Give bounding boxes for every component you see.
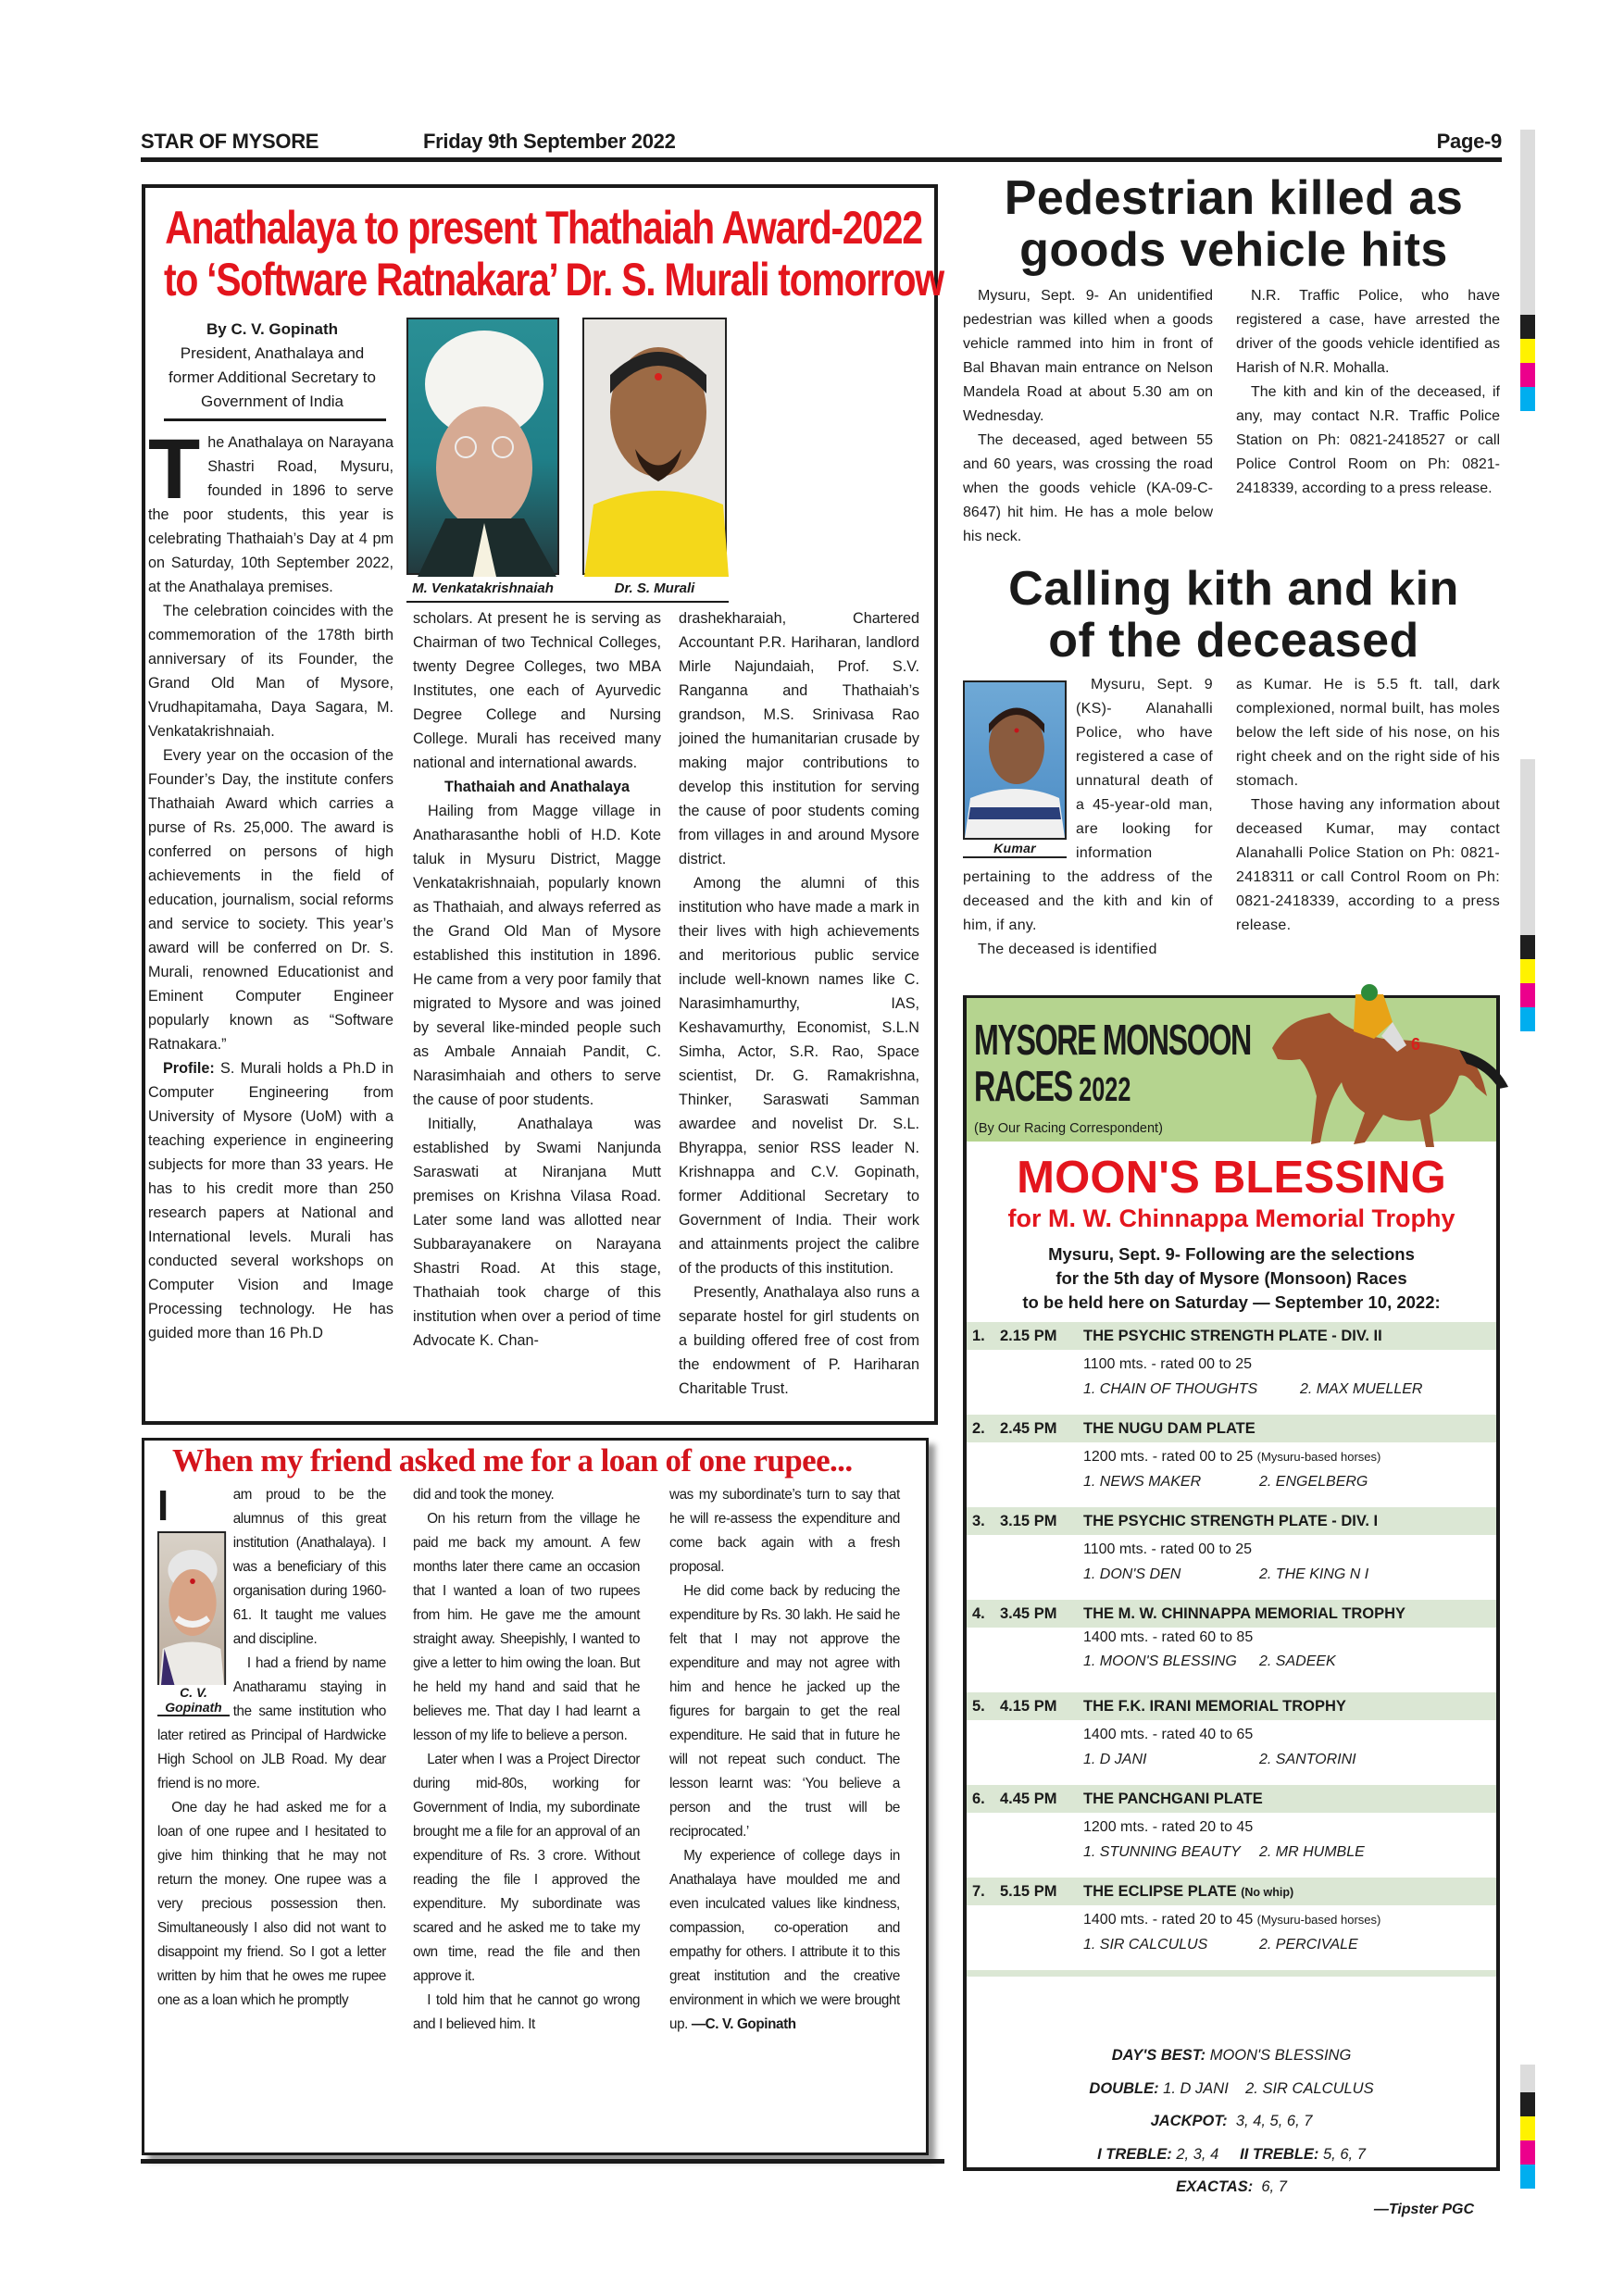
race-pick-2: 2. SANTORINI bbox=[1259, 1752, 1356, 1767]
race-header bbox=[967, 1322, 1496, 1350]
paragraph: scholars. At present he is serving as Chairman of two Technical Colleges, twenty Degree Colleges, two MBA Institutes, one each of Ayurvedic Degree College and Nursing College. Murali has received many national and international awards. bbox=[413, 610, 661, 771]
top-selection-subheadline: for M. W. Chinnappa Memorial Trophy bbox=[1007, 1204, 1455, 1232]
race-number: 7. bbox=[972, 1883, 985, 1900]
race-distance: 1400 mts. - rated 40 to 65 bbox=[1083, 1727, 1254, 1742]
tip-label: DAY'S BEST: bbox=[1111, 2047, 1206, 2064]
race-time: 4.45 PM bbox=[1000, 1791, 1057, 1807]
byline-rule bbox=[164, 418, 386, 421]
paragraph: The deceased, aged between 55 and 60 years, was crossing the road when the goods vehicle (KA-09-C-8647) hit him. He has a mole below his neck. bbox=[963, 432, 1213, 544]
section-bottom-rule bbox=[141, 2159, 944, 2164]
paragraph: Mysuru, Sept. 9 (KS)- Alanahalli Police, who have registered a case of unnatural death of a 45-year-old man, are looking for information pertaining to the address of the deceased and the kith and kin of him, if any. bbox=[963, 677, 1213, 933]
race-details bbox=[967, 1350, 1496, 1415]
portrait-photo-icon bbox=[408, 319, 561, 577]
page-number: Page-9 bbox=[1436, 130, 1502, 153]
race-header bbox=[967, 1415, 1496, 1442]
race-row bbox=[967, 1785, 1496, 1878]
paragraph: Those having any information about deceased Kumar, may contact Alanahalli Police Station on Ph: 0821-2418311 or call Control Room on Ph: 0821-2418339, according to a press release. bbox=[1236, 797, 1500, 933]
racehorse-jockey-icon bbox=[1244, 994, 1508, 1152]
race-details bbox=[967, 1813, 1496, 1878]
author-photo-caption: C. V. Gopinath bbox=[157, 1685, 230, 1716]
race-number: 6. bbox=[972, 1791, 985, 1807]
lead-column-3 bbox=[679, 606, 919, 1401]
paragraph: Every year on the occasion of the Founder’s Day, the institute confers Thathaiah Award which carries a purse of Rs. 25,000. The award is conferred on persons of high achievements in the field of education, journalism, social reforms and service to society. This year’s award will be conferred on Dr. S. Murali, renowned Educationist and Eminent Computer Engineer popularly known as “Software Ratnakara.” bbox=[148, 747, 394, 1053]
paragraph: Initially, Anathalaya was established by Swami Nanjunda Saraswati at Niranjana Mutt premises on Krishna Vilasa Road. Later some land was allotted near Subbarayanakere on Narayana Shastri Road. At this stage, Thathaiah took charge of this institution when over a period of time Advocate K. Chan- bbox=[413, 1116, 661, 1349]
race-time: 2.45 PM bbox=[1000, 1420, 1057, 1437]
paragraph: The deceased is identified bbox=[978, 942, 1157, 957]
racing-title-line: RACES bbox=[974, 1062, 1072, 1110]
author-photo bbox=[157, 1531, 226, 1689]
paragraph: One day he had asked me for a loan of one rupee and I hesitated to give him thinking that he may not return the money. One rupee was a very precious possession then. Simultaneously I also did not want to disappoint my friend. So I got a letter written by him that he owes me rupee one as a loan which he promptly bbox=[157, 1800, 386, 2008]
subheading: Thathaiah and Anathalaya bbox=[444, 779, 630, 795]
race-pick-1: 1. NEWS MAKER bbox=[1083, 1474, 1202, 1490]
kumar-photo-block bbox=[963, 680, 1067, 856]
racing-correspondent: (By Our Racing Correspondent) bbox=[974, 1121, 1163, 1136]
byline-author: By C. V. Gopinath bbox=[206, 320, 338, 338]
paragraph: Hailing from Magge village in Anatharasanthe hobli of H.D. Kote taluk in Mysuru District, Magge Venkatakrishnaiah, popularly known as Thathaiah, and always referred as the Grand Old Man of Mysore established this institution in 1896. He came from a very poor family that migrated to Mysore and was joined by several like-minded people such as Ambale Annaiah Pandit, C. Narasimhaiah and others to serve the cause of poor students. bbox=[413, 803, 661, 1108]
paragraph: did and took the money. bbox=[413, 1487, 555, 1503]
lead-column-1 bbox=[148, 422, 394, 1345]
race-details bbox=[967, 1442, 1496, 1507]
race-row bbox=[967, 1507, 1496, 1600]
tip-label: EXACTAS: bbox=[1176, 2178, 1254, 2195]
drop-cap: I bbox=[157, 1481, 169, 1529]
newspaper-name: STAR OF MYSORE bbox=[141, 130, 319, 153]
lead-article bbox=[142, 184, 943, 1425]
race-pick-2: 2. MR HUMBLE bbox=[1259, 1844, 1365, 1860]
paragraph: was my subordinate’s turn to say that he will re-assess the expenditure and come back again with a fresh proposal. bbox=[669, 1487, 900, 1575]
race-distance: 1200 mts. - rated 20 to 45 bbox=[1083, 1819, 1254, 1835]
tip-double bbox=[967, 2073, 1496, 2106]
paragraph: My experience of college days in Anathalaya have moulded me and even inculcated values like kindness, compassion, co-operation and empathy for others. I attribute it to this great institution and the creative environment in which we were brought up. bbox=[669, 1848, 900, 2032]
race-name: THE F.K. IRANI MEMORIAL TROPHY bbox=[1083, 1698, 1346, 1715]
signoff: —C. V. Gopinath bbox=[691, 2016, 796, 2032]
race-name: THE NUGU DAM PLATE bbox=[1083, 1420, 1255, 1437]
tip-label: II TREBLE: bbox=[1240, 2145, 1319, 2163]
tip-label: I TREBLE: bbox=[1097, 2145, 1172, 2163]
race-pick-1: 1. D JANI bbox=[1083, 1752, 1147, 1767]
race-number: 2. bbox=[972, 1420, 985, 1437]
race-row bbox=[967, 1415, 1496, 1507]
loan-column-2 bbox=[413, 1483, 640, 2037]
paragraph: Mysuru, Sept. 9- An unidentified pedestrian was killed when a goods vehicle rammed into him in front of Bal Bhavan main entrance on Nelson Mandela Road at about 5.30 am on Wednesday. bbox=[963, 288, 1213, 424]
race-header bbox=[967, 1785, 1496, 1813]
race-distance: 1400 mts. - rated 20 to 45 bbox=[1083, 1912, 1254, 1928]
race-number: 4. bbox=[972, 1605, 985, 1622]
kith-column-1 bbox=[963, 673, 1213, 962]
race-pick-1: 1. DON'S DEN bbox=[1083, 1566, 1181, 1582]
racing-intro bbox=[967, 1242, 1496, 1315]
tip-jackpot bbox=[967, 2105, 1496, 2139]
race-time: 3.45 PM bbox=[1000, 1605, 1057, 1622]
race-header bbox=[967, 1878, 1496, 1905]
race-distance: 1100 mts. - rated 00 to 25 bbox=[1083, 1356, 1253, 1372]
race-distance: 1200 mts. - rated 00 to 25 bbox=[1083, 1449, 1254, 1465]
profile-label: Profile: bbox=[163, 1060, 215, 1077]
race-number: 3. bbox=[972, 1513, 985, 1529]
lead-column-2 bbox=[413, 606, 661, 1353]
tip-value: 6, 7 bbox=[1253, 2178, 1287, 2195]
intro-line: to be held here on Saturday — September 10, 2022: bbox=[1022, 1292, 1441, 1312]
race-time: 2.15 PM bbox=[1000, 1328, 1057, 1344]
race-number: 5. bbox=[972, 1698, 985, 1715]
race-pick-2: 2. PERCIVALE bbox=[1259, 1937, 1358, 1953]
photo-caption: Dr. S. Murali bbox=[614, 580, 695, 596]
racing-title-year: 2022 bbox=[1079, 1070, 1131, 1108]
paragraph: am proud to be the alumnus of this great institution (Anathalaya). I was a beneficiary of this organisation during 1960-61. It taught me values and discipline. bbox=[232, 1487, 386, 1647]
byline-role: former Additional Secretary to bbox=[169, 368, 376, 386]
race-details bbox=[967, 1628, 1496, 1685]
race-pick-1: 1. SIR CALCULUS bbox=[1083, 1937, 1208, 1953]
race-pick-1: 1. STUNNING BEAUTY bbox=[1083, 1844, 1241, 1860]
top-selection-headline: MOON'S BLESSING bbox=[1017, 1153, 1446, 1203]
race-details bbox=[967, 1905, 1496, 1970]
color-registration-bar-top bbox=[1520, 130, 1535, 411]
pedestrian-column-1 bbox=[963, 284, 1213, 549]
tip-days-best bbox=[967, 2040, 1496, 2073]
race-row bbox=[967, 1878, 1496, 1970]
racing-tips bbox=[967, 2040, 1496, 2204]
race-time: 5.15 PM bbox=[1000, 1883, 1057, 1900]
race-name: THE PSYCHIC STRENGTH PLATE - DIV. II bbox=[1083, 1328, 1382, 1344]
kith-headline bbox=[958, 563, 1509, 667]
race-name: THE ECLIPSE PLATE bbox=[1083, 1883, 1237, 1900]
racing-title-line: MYSORE MONSOON bbox=[974, 1016, 1251, 1064]
svg-text:6: 6 bbox=[1411, 1035, 1421, 1054]
pedestrian-headline bbox=[958, 172, 1509, 276]
race-number: 1. bbox=[972, 1328, 985, 1344]
paragraph: Among the alumni of this institution who have made a mark in their lives with high achievements and meritorious public service include well-known names like C. Narasimhamurthy, IAS, Keshavamurthy, Economist, S.L.N Simha, Actor, S.R. Rao, Space scientist, Dr. G. Ramakrishna, Thinker, Saraswati Samman awardee and novelist Dr. S.L. Bhyrappa, senior RSS leader N. Krishnappa and C.V. Gopinath, former Additional Secretary to Government of India. Their work and attainments project the calibre of the products of this institution. bbox=[679, 875, 919, 1277]
tip-label: JACKPOT: bbox=[1150, 2113, 1228, 2129]
tip-value: 1. D JANI 2. SIR CALCULUS bbox=[1158, 2079, 1374, 2097]
race-pick-2: 2. ENGELBERG bbox=[1259, 1474, 1368, 1490]
tipster-signature: —Tipster PGC bbox=[1373, 2202, 1474, 2217]
headline-line: goods vehicle hits bbox=[1019, 223, 1448, 277]
lead-headline-line1: Anathalaya to present Thathaiah Award-2022 bbox=[165, 202, 922, 254]
race-header bbox=[967, 1507, 1496, 1535]
paragraph: Presently, Anathalaya also runs a separate hostel for girl students on a building offered free of cost from the endowment of P. Hariharan Charitable Trust. bbox=[679, 1284, 919, 1397]
pedestrian-column-2 bbox=[1236, 284, 1500, 501]
racing-title bbox=[974, 1017, 1251, 1113]
author-photo-block bbox=[157, 1483, 226, 1709]
kith-column-2 bbox=[1236, 673, 1500, 938]
race-time: 3.15 PM bbox=[1000, 1513, 1057, 1529]
byline-role: President, Anathalaya and bbox=[180, 344, 365, 362]
race-details bbox=[967, 1720, 1496, 1785]
race-header bbox=[967, 1692, 1496, 1720]
paragraph: I told him that he cannot go wrong and I believed him. It bbox=[413, 1992, 641, 2032]
race-pick-1: 1. CHAIN OF THOUGHTS bbox=[1083, 1381, 1258, 1397]
race-name: THE PANCHGANI PLATE bbox=[1083, 1791, 1263, 1807]
paragraph: as Kumar. He is 5.5 ft. tall, dark complexioned, normal built, has moles below the left side of his nose, on his right cheek and on the right side of his stomach. bbox=[1236, 677, 1500, 789]
paragraph: drashekharaiah, Chartered Accountant P.R. Hariharan, landlord Mirle Najundaiah, Prof. S.V. Ranganna and Thathaiah’s grandson, M.S. Srinivasa Rao joined the humanitarian crusade by making major contributions to develop this institution for serving the cause of poor students coming from villages in and around Mysore district. bbox=[679, 610, 919, 867]
tip-value: MOON'S BLESSING bbox=[1206, 2047, 1352, 2064]
race-list bbox=[967, 1322, 1496, 1977]
paragraph: N.R. Traffic Police, who have registered a case, have arrested the driver of the goods vehicle identified as Harish of N.R. Mohalla. bbox=[1236, 288, 1500, 376]
race-row bbox=[967, 1600, 1496, 1685]
race-distance-note: (Mysuru-based horses) bbox=[1256, 1913, 1381, 1927]
kumar-photo bbox=[963, 680, 1067, 840]
intro-line: Mysuru, Sept. 9- Following are the selections bbox=[1048, 1244, 1415, 1264]
paragraph: The kith and kin of the deceased, if any, may contact N.R. Traffic Police Station on Ph: 0821-2418527 or call Police Control Room on Ph: 0821-2418339, according to a press release. bbox=[1236, 384, 1500, 496]
race-distance: 1400 mts. - rated 60 to 85 bbox=[1083, 1629, 1254, 1645]
tip-trebles bbox=[967, 2139, 1496, 2172]
race-pick-2: 2. MAX MUELLER bbox=[1300, 1381, 1423, 1397]
portrait-photo-icon bbox=[159, 1533, 224, 1687]
race-details bbox=[967, 1535, 1496, 1600]
race-header bbox=[967, 1600, 1496, 1628]
portrait-photo-murali bbox=[582, 318, 727, 575]
intro-line: for the 5th day of Mysore (Monsoon) Races bbox=[1056, 1268, 1407, 1288]
kumar-photo-caption: Kumar bbox=[963, 840, 1067, 858]
headline-line: of the deceased bbox=[1048, 614, 1419, 668]
paragraph: The celebration coincides with the commemoration of the 178th birth anniversary of its Founder, the Grand Old Man of Mysore, Vrudhapitamaha, Daya Sagara, M. Venkatakrishnaiah. bbox=[148, 603, 394, 740]
headline-line: Calling kith and kin bbox=[1008, 562, 1459, 616]
caption-rule bbox=[406, 601, 729, 603]
issue-date: Friday 9th September 2022 bbox=[423, 130, 676, 153]
masthead-rule bbox=[141, 157, 1502, 162]
paragraph: Later when I was a Project Director during mid-80s, working for Government of India, my subordinate brought me a file for an approval of an expenditure of Rs. 3 crore. Without reading the file I approved the expenditure. My subordinate was scared and he asked me to take my own time, read the file and then approve it. bbox=[413, 1752, 641, 1984]
headline-line: Pedestrian killed as bbox=[1004, 171, 1464, 225]
drop-cap: T bbox=[148, 422, 201, 517]
racing-selections-box bbox=[963, 995, 1500, 2217]
tip-value: 3, 4, 5, 6, 7 bbox=[1227, 2113, 1313, 2129]
tip-exactas bbox=[967, 2171, 1496, 2204]
paragraph: He did come back by reducing the expenditure by Rs. 30 lakh. He said he felt that I may not approve the expenditure and may not agree with him and hence he jacked up the figures for bargain to get the real expenditure. He said that in future he will not repeat such conduct. The lesson learnt was: ‘You believe a person and the trust will be reciprocated.’ bbox=[669, 1583, 900, 1840]
loan-column-1 bbox=[157, 1483, 386, 2013]
lead-headline-line2: to ‘Software Ratnakara’ Dr. S. Murali tomorrow bbox=[164, 254, 943, 306]
tip-value: 2, 3, 4 bbox=[1171, 2145, 1219, 2163]
race-distance-note: (Mysuru-based horses) bbox=[1256, 1450, 1381, 1464]
tip-value: 5, 6, 7 bbox=[1318, 2145, 1366, 2163]
race-distance: 1100 mts. - rated 00 to 25 bbox=[1083, 1541, 1253, 1557]
race-name: THE PSYCHIC STRENGTH PLATE - DIV. I bbox=[1083, 1513, 1379, 1529]
portrait-photo-venkatakrishnaiah bbox=[406, 318, 559, 575]
byline-role: Government of India bbox=[200, 393, 344, 410]
paragraph: I had a friend by name Anatharamu staying in the same institution who later retired as Principal of Hardwicke High School on JLB Road. My dear friend is no more. bbox=[157, 1655, 386, 1791]
race-time: 4.15 PM bbox=[1000, 1698, 1057, 1715]
portrait-photo-icon bbox=[965, 682, 1065, 838]
paragraph: he Anathalaya on Narayana Shastri Road, Mysuru, founded in 1896 to serve the poor students, this year is celebrating Thathaiah’s Day at 4 pm on Saturday, 10th September 2022, at the Anathalaya premises. bbox=[148, 434, 394, 595]
masthead bbox=[141, 130, 1502, 159]
loan-headline: When my friend asked me for a loan of one rupee... bbox=[172, 1442, 853, 1479]
race-pick-2: 2. SADEEK bbox=[1259, 1653, 1336, 1669]
tip-label: DOUBLE: bbox=[1089, 2079, 1159, 2097]
loan-article bbox=[142, 1438, 929, 2155]
photo-caption: M. Venkatakrishnaiah bbox=[412, 580, 554, 596]
race-pick-2: 2. THE KING N I bbox=[1259, 1566, 1369, 1582]
race-note: (No whip) bbox=[1241, 1886, 1294, 1899]
paragraph: S. Murali holds a Ph.D in Computer Engineering from University of Mysore (UoM) with a teaching experience in engineering subjects for more than 33 years. He has to his credit more than 250 research papers at National and International levels. Murali has conducted several workshops on Computer Vision and Image Processing technology. He has guided more than 16 Ph.D bbox=[148, 1060, 394, 1341]
byline bbox=[156, 318, 388, 414]
race-list-end-rule bbox=[967, 1970, 1496, 1977]
color-registration-bar-middle bbox=[1520, 759, 1535, 1031]
race-name: THE M. W. CHINNAPPA MEMORIAL TROPHY bbox=[1083, 1605, 1406, 1622]
paragraph: On his return from the village he paid me back my amount. A few months later there came an occasion that I wanted a loan of two rupees from him. He gave me the amount straight away. Sheepishly, I wanted to give a letter to him owing the loan. But he held my hand and said that he believes me. That day I had learnt a lesson of my life to believe a person. bbox=[413, 1511, 641, 1743]
race-row bbox=[967, 1322, 1496, 1415]
race-row bbox=[967, 1692, 1496, 1785]
loan-column-3 bbox=[669, 1483, 900, 2037]
color-registration-bar-bottom bbox=[1520, 2065, 1535, 2189]
race-pick-1: 1. MOON'S BLESSING bbox=[1083, 1653, 1237, 1669]
portrait-photo-icon bbox=[584, 319, 729, 577]
